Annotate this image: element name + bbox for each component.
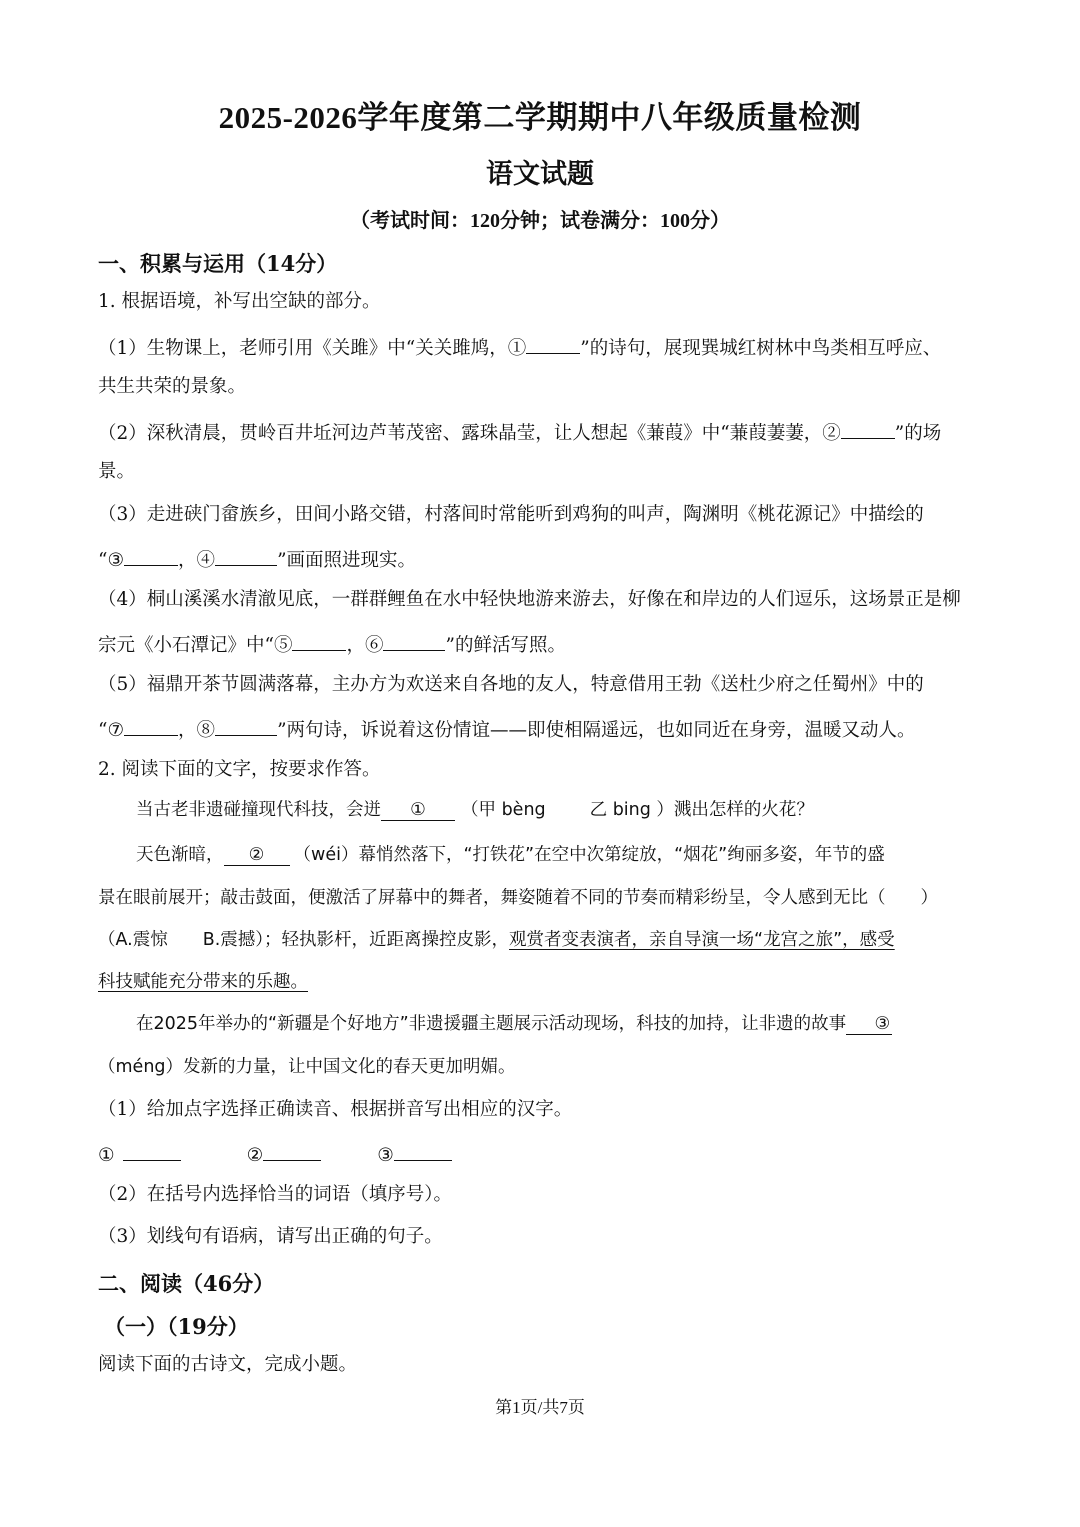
q1-item1-line2: 共生共荣的景象。	[98, 376, 247, 397]
q1-item2-line1	[98, 420, 941, 444]
answer-blank[interactable]	[215, 717, 277, 736]
answer-blank[interactable]	[215, 547, 277, 566]
exam-info: （考试时间：120分钟；试卷满分：100分）	[350, 210, 730, 232]
q2-p2-text-d: （A.震惊 B.震撼）；轻执影杆，近距离操控皮影，	[98, 930, 510, 950]
q1-item2-text-a: （2）深秋清晨，贯岭百井坵河边芦苇茂密、露珠晶莹，让人想起《蒹葭》中“蒹葭萋萋，②	[98, 423, 841, 444]
q1-item3-line2	[98, 547, 416, 571]
answer-blank[interactable]	[263, 1142, 321, 1161]
q1-item5-text-b: ，⑧	[178, 720, 216, 741]
answer-blank[interactable]	[292, 632, 346, 651]
q1-item4-text-c: ”的鲜活写照。	[445, 635, 566, 656]
section2-part1: （一）（19分）	[104, 1314, 249, 1339]
q2-blank2[interactable]: ②	[224, 845, 290, 866]
q1-item5-text-c: ”两句诗，诉说着这份情谊——即使相隔遥远，也如同近在身旁，温暖又动人。	[277, 720, 916, 741]
answer-blank[interactable]	[526, 335, 580, 354]
q1-item5-line1: （5）福鼎开茶节圆满落幕，主办方为欢送来自各地的友人，特意借用王勃《送杜少府之任蜀州》中的	[98, 674, 924, 695]
q2-passage-line1	[136, 800, 814, 821]
q2-passage-line6	[136, 1014, 892, 1035]
q2-p1-pinyin-a: （甲 bèng	[461, 800, 546, 820]
answer-blank[interactable]	[383, 632, 445, 651]
q2-p2-text-a: 天色渐暗，	[136, 845, 224, 865]
faulty-sentence-underline-a: 观赏者变表演者，亲自导演一场“龙宫之旅”，感受	[509, 930, 895, 950]
q1-item5-text-a: “⑦	[98, 720, 125, 741]
answer-blank[interactable]	[123, 1142, 181, 1161]
section2-heading: 二、阅读（46分）	[98, 1271, 275, 1296]
q2-stem: 2. 阅读下面的文字，按要求作答。	[98, 759, 381, 780]
q1-item2-text-b: ”的场	[894, 423, 942, 444]
q1-item2-line2: 景。	[98, 461, 136, 482]
q2-sub2: （2）在括号内选择恰当的词语（填序号）。	[98, 1184, 453, 1205]
q1-item3-text-c: ”画面照进现实。	[277, 550, 417, 571]
exam-title: 2025-2026学年度第二学期期中八年级质量检测	[218, 100, 862, 135]
q1-item3-text-b: ，④	[178, 550, 216, 571]
q1-item4-text-a: 宗元《小石潭记》中“⑤	[98, 635, 293, 656]
q1-item1-text-b: ”的诗句，展现巽城红树林中鸟类相互呼应、	[580, 338, 942, 359]
subject-title: 语文试题	[486, 159, 594, 189]
q1-item5-line2	[98, 717, 916, 741]
q2-answer-row	[98, 1142, 452, 1166]
answer-blank[interactable]	[124, 547, 178, 566]
q2-blank1[interactable]: ①	[381, 800, 455, 821]
q2-passage-line2	[136, 845, 885, 866]
q2-blank3[interactable]: ③	[846, 1014, 892, 1035]
q1-item3-text-a: “③	[98, 550, 125, 571]
section1-heading: 一、积累与运用（14分）	[98, 251, 338, 276]
q2-p1-pinyin-b: 乙 bing ）溅出怎样的火花？	[589, 800, 814, 820]
q2-passage-line3: 景在眼前展开；敲击鼓面，便激活了屏幕中的舞者，舞姿随着不同的节奏而精彩纷呈，令人感到无比（ ）	[98, 888, 938, 908]
section2-intro: 阅读下面的古诗文，完成小题。	[98, 1354, 358, 1375]
q2-sub1: （1）给加点字选择正确读音、根据拼音写出相应的汉字。	[98, 1099, 573, 1120]
answer-label-3: ③	[377, 1145, 394, 1166]
q2-passage-line4	[98, 930, 895, 950]
faulty-sentence-underline-b: 科技赋能充分带来的乐趣。	[98, 972, 308, 992]
q2-sub3: （3）划线句有语病，请写出正确的句子。	[98, 1226, 443, 1247]
q1-stem: 1. 根据语境，补写出空缺的部分。	[98, 291, 381, 312]
q2-p2-text-b: （wéi）幕悄然落下，“打铁花”在空中次第绽放，“烟花”绚丽多姿，年节的盛	[293, 845, 885, 865]
q2-p3-text-a: 在2025年举办的“新疆是个好地方”非遗援疆主题展示活动现场，科技的加持，让非遗的故事	[136, 1014, 847, 1034]
q1-item4-line1: （4）桐山溪溪水清澈见底，一群群鲤鱼在水中轻快地游来游去，好像在和岸边的人们逗乐，这场景正是柳	[98, 589, 961, 610]
answer-label-1: ①	[98, 1145, 115, 1166]
q1-item1-text-a: （1）生物课上，老师引用《关雎》中“关关雎鸠，①	[98, 338, 527, 359]
answer-blank[interactable]	[124, 717, 178, 736]
answer-blank[interactable]	[841, 420, 895, 439]
answer-blank[interactable]	[394, 1142, 452, 1161]
q1-item1-line1	[98, 335, 941, 359]
q2-passage-line7: （méng）发新的力量，让中国文化的春天更加明媚。	[98, 1057, 516, 1077]
q1-item4-text-b: ，⑥	[346, 635, 384, 656]
answer-label-2: ②	[246, 1145, 264, 1166]
q1-item3-line1: （3）走进硖门畲族乡，田间小路交错，村落间时常能听到鸡狗的叫声，陶渊明《桃花源记》中描绘的	[98, 504, 924, 525]
q1-item4-line2	[98, 632, 566, 656]
q2-passage-line5	[98, 972, 308, 992]
page-number: 第1页/共7页	[495, 1398, 585, 1417]
q2-p1-text-a: 当古老非遗碰撞现代科技，会迸	[136, 800, 381, 820]
